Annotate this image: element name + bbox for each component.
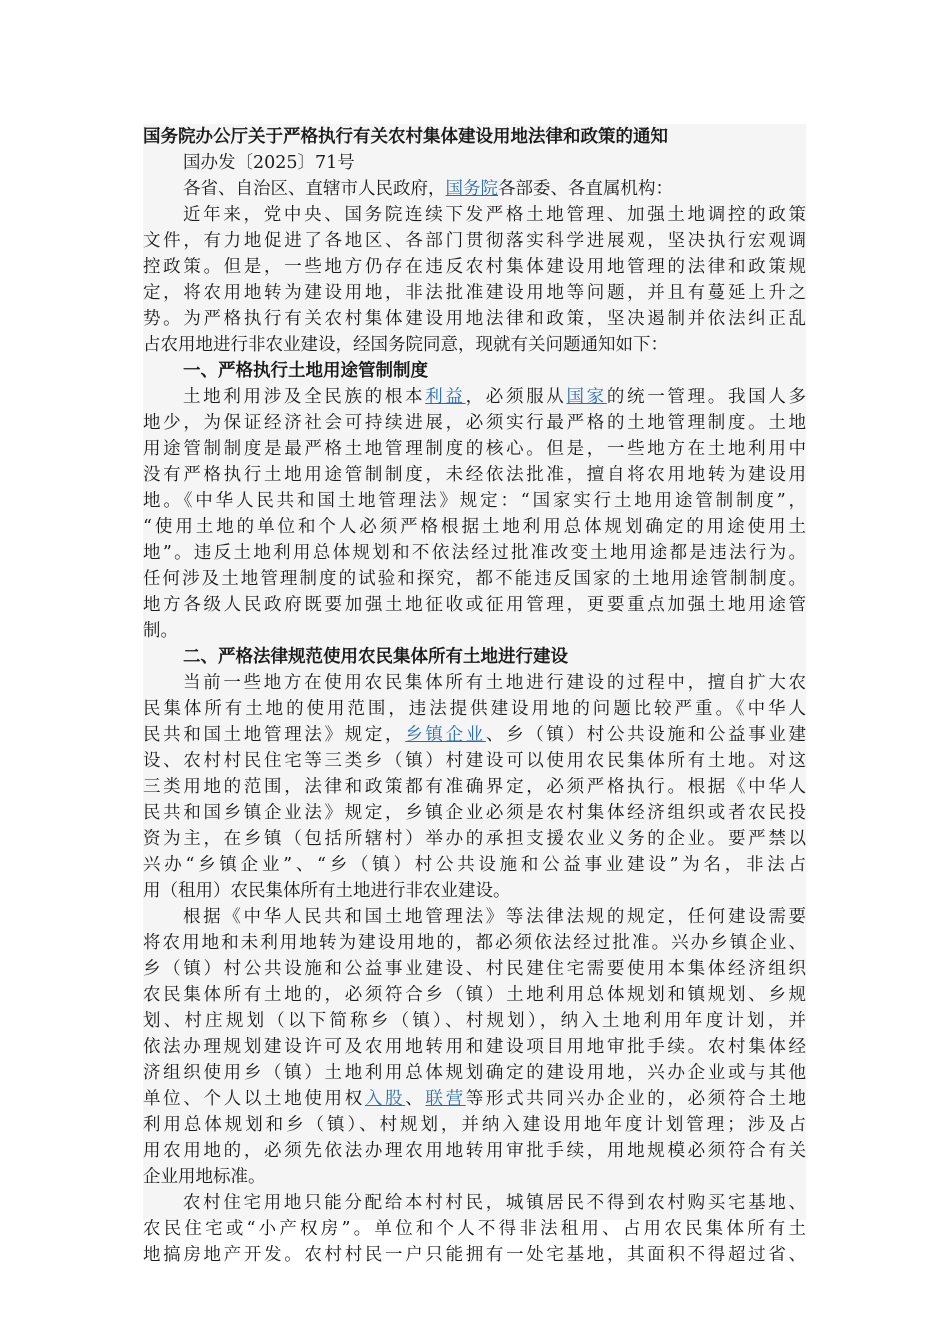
paragraph-line: 用途管制制度是最严格土地管理制度的核心。但是，一些地方在土地利用中 xyxy=(143,439,806,459)
document-page xyxy=(143,124,807,1265)
paragraph-line: 没有严格执行土地用途管制制度，未经依法批准，擅自将农用地转为建设用 xyxy=(143,465,806,485)
salutation-text-post: 各部委、各直属机构： xyxy=(498,179,673,199)
text-span: 等形式共同兴办企业的，必须符合土地 xyxy=(465,1089,806,1109)
paragraph-line: 地少，为保证经济社会可持续进展，必须实行最严格的土地管理制度。土地 xyxy=(143,413,806,433)
paragraph-line: 农村住宅用地只能分配给本村村民，城镇居民不得到农村购买宅基地、 xyxy=(183,1193,806,1213)
paragraph-line: 势。为严格执行有关农村集体建设用地法律和政策，坚决遏制并依法纠正乱 xyxy=(143,309,806,329)
paragraph-line: 制。 xyxy=(143,621,178,641)
paragraph-line: 兴办“乡镇企业”、“乡（镇）村公共设施和公益事业建设”为名，非法占 xyxy=(143,855,806,875)
paragraph-line: “使用土地的单位和个人必须严格根据土地利用总体规划确定的用途使用土 xyxy=(143,517,806,537)
paragraph-line xyxy=(143,722,806,748)
text-span: 民共和国土地管理法》规定， xyxy=(143,725,406,745)
paragraph-line: 控政策。但是，一些地方仍存在违反农村集体建设用地管理的法律和政策规 xyxy=(143,257,806,277)
paragraph-line: 民共和国乡镇企业法》规定，乡镇企业必须是农村集体经济组织或者农民投 xyxy=(143,803,806,823)
paragraph-line xyxy=(143,384,806,410)
salutation xyxy=(143,176,806,202)
document-title: 国务院办公厅关于严格执行有关农村集体建设用地法律和政策的通知 xyxy=(143,127,668,147)
paragraph-line: 资为主，在乡镇（包括所辖村）举办的承担支援农业义务的企业。要严禁以 xyxy=(143,829,806,849)
salutation-text-pre: 各省、自治区、直辖市人民政府， xyxy=(183,179,446,199)
text-span: 单位、个人以土地使用权 xyxy=(143,1089,365,1109)
paragraph-line: 任何涉及土地管理制度的试验和探究，都不能违反国家的土地用途管制制度。 xyxy=(143,569,806,589)
paragraph-line: 占农用地进行非农业建设，经国务院同意，现就有关问题通知如下： xyxy=(143,335,668,355)
text-span: 土地利用涉及全民族的根本 xyxy=(183,387,426,407)
text-span: 的统一管理。我国人多 xyxy=(606,387,807,407)
paragraph-line: 依法办理规划建设许可及农用地转用和建设项目用地审批手续。农村集体经 xyxy=(143,1037,806,1057)
paragraph-line: 用农用地的，必须先依法办理农用地转用审批手续，用地规模必须符合有关 xyxy=(143,1141,806,1161)
paragraph-line: 定，将农用地转为建设用地，非法批准建设用地等问题，并且有蔓延上升之 xyxy=(143,283,806,303)
text-span: 、 xyxy=(405,1089,426,1109)
link-interest[interactable]: 利益 xyxy=(425,387,466,407)
document-number: 国办发〔2025〕71号 xyxy=(183,153,355,173)
paragraph-line: 利用总体规划和乡（镇）、村规划，并纳入建设用地年度计划管理；涉及占 xyxy=(143,1115,806,1135)
paragraph-line: 根据《中华人民共和国土地管理法》等法律法规的规定，任何建设需要 xyxy=(183,907,806,927)
paragraph-line: 三类用地的范围，法律和政策都有准确界定，必须严格执行。根据《中华人 xyxy=(143,777,806,797)
paragraph-line: 地搞房地产开发。农村村民一户只能拥有一处宅基地，其面积不得超过省、 xyxy=(143,1245,806,1265)
paragraph-line: 用（租用）农民集体所有土地进行非农业建设。 xyxy=(143,881,511,901)
section-heading-2: 二、严格法律规范使用农民集体所有土地进行建设 xyxy=(183,647,568,667)
paragraph-line: 民集体所有土地的使用范围，违法提供建设用地的问题比较严重。《中华人 xyxy=(143,699,806,719)
text-span: 、乡（镇）村公共设施和公益事业建 xyxy=(485,725,806,745)
paragraph-line: 乡（镇）村公共设施和公益事业建设、村民建住宅需要使用本集体经济组织 xyxy=(143,959,806,979)
paragraph-line: 企业用地标准。 xyxy=(143,1167,266,1187)
paragraph-line: 地。《中华人民共和国土地管理法》规定：“国家实行土地用途管制制度”， xyxy=(143,491,806,511)
paragraph-line xyxy=(143,1086,806,1112)
link-township-enterprise[interactable]: 乡镇企业 xyxy=(405,725,486,745)
paragraph-line: 当前一些地方在使用农民集体所有土地进行建设的过程中，擅自扩大农 xyxy=(183,673,806,693)
link-joint-venture[interactable]: 联营 xyxy=(425,1089,466,1109)
section-heading-1: 一、严格执行土地用途管制制度 xyxy=(183,361,428,381)
link-state-council[interactable]: 国务院 xyxy=(445,179,498,199)
paragraph-line: 近年来，党中央、国务院连续下发严格土地管理、加强土地调控的政策 xyxy=(183,205,806,225)
paragraph-line: 将农用地和未利用地转为建设用地的，都必须依法经过批准。兴办乡镇企业、 xyxy=(143,933,806,953)
paragraph-line: 农民住宅或“小产权房”。单位和个人不得非法租用、占用农民集体所有土 xyxy=(143,1219,806,1239)
paragraph-line: 设、农村村民住宅等三类乡（镇）村建设可以使用农民集体所有土地。对这 xyxy=(143,751,806,771)
paragraph-line: 农民集体所有土地的，必须符合乡（镇）土地利用总体规划和镇规划、乡规 xyxy=(143,985,806,1005)
paragraph-line: 地方各级人民政府既要加强土地征收或征用管理，更要重点加强土地用途管 xyxy=(143,595,806,615)
link-shareholding[interactable]: 入股 xyxy=(364,1089,406,1109)
paragraph-line: 济组织使用乡（镇）土地利用总体规划确定的建设用地，兴办企业或与其他 xyxy=(143,1063,806,1083)
paragraph-line: 文件，有力地促进了各地区、各部门贯彻落实科学进展观，坚决执行宏观调 xyxy=(143,231,806,251)
paragraph-line: 地”。违反土地利用总体规划和不依法经过批准改变土地用途都是违法行为。 xyxy=(143,543,806,563)
text-span: ，必须服从 xyxy=(465,387,567,407)
link-state[interactable]: 国家 xyxy=(566,387,607,407)
paragraph-line: 划、村庄规划（以下简称乡（镇）、村规划），纳入土地利用年度计划，并 xyxy=(143,1011,806,1031)
